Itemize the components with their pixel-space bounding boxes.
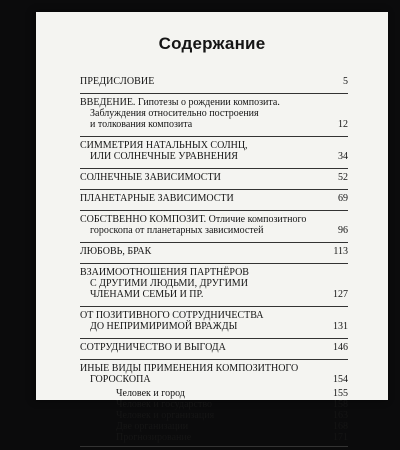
toc-entry-cooperation-benefit [80, 342, 348, 356]
toc-entry-text: ОТ ПОЗИТИВНОГО СОТРУДНИЧЕСТВА [80, 310, 264, 321]
toc-entry-text: ГОРОСКОПА [90, 374, 151, 385]
toc-entry-other-uses [80, 363, 348, 388]
toc-page-number: 171 [333, 432, 348, 443]
toc-entry-text: С ДРУГИМИ ЛЮДЬМИ, ДРУГИМИ [90, 278, 248, 289]
toc-subentry [80, 421, 348, 432]
toc-subentry-text: Две организации [116, 421, 189, 432]
toc-entry-text: гороскопа от планетарных зависимостей [90, 225, 264, 236]
toc-page-number: 163 [333, 410, 348, 421]
toc-page-number: 146 [333, 342, 348, 353]
toc-entry-preface [80, 76, 348, 90]
divider [80, 338, 348, 339]
toc-entry-symmetry [80, 140, 348, 165]
toc-subentry [80, 399, 348, 410]
toc-entry-text: ДО НЕПРИМИРИМОЙ ВРАЖДЫ [90, 321, 238, 332]
toc-entry-text: ПРЕДИСЛОВИЕ [80, 76, 155, 87]
toc-entry-text: ВЗАИМООТНОШЕНИЯ ПАРТНЁРОВ [80, 267, 249, 278]
toc-page-number: 158 [333, 399, 348, 410]
toc-page-number: 34 [338, 151, 348, 162]
toc-entry-solar-dependencies [80, 172, 348, 186]
toc-subentry-text: Человек и город [116, 388, 185, 399]
divider [80, 168, 348, 169]
toc-subentry [80, 388, 348, 399]
toc-subentry [80, 410, 348, 421]
toc-page-number: 113 [333, 246, 348, 257]
divider [80, 93, 348, 94]
toc-page-number: 127 [333, 289, 348, 300]
divider [80, 359, 348, 360]
divider [80, 263, 348, 264]
toc-page-number: 69 [338, 193, 348, 204]
divider [80, 306, 348, 307]
table-of-contents [80, 76, 348, 450]
toc-entry-text: ЛЮБОВЬ, БРАК [80, 246, 152, 257]
toc-page-number: 5 [343, 76, 348, 87]
toc-page-number: 12 [338, 119, 348, 130]
toc-subentries [80, 388, 348, 443]
toc-entry-text: СОЛНЕЧНЫЕ ЗАВИСИМОСТИ [80, 172, 221, 183]
toc-entry-text: ИНЫЕ ВИДЫ ПРИМЕНЕНИЯ КОМПОЗИТНОГО [80, 363, 299, 374]
toc-entry-text: ВВЕДЕНИЕ. Гипотезы о рождении композита. [80, 97, 280, 108]
divider [80, 446, 348, 447]
toc-entry-introduction [80, 97, 348, 133]
toc-entry-composite [80, 214, 348, 239]
toc-subentry [80, 432, 348, 443]
toc-entry-text: Заблуждения относительно построения [90, 108, 259, 119]
toc-page-number: 96 [338, 225, 348, 236]
toc-entry-love-marriage [80, 246, 348, 260]
toc-subentry-text: Человек и государство [116, 399, 213, 410]
toc-entry-text: СОБСТВЕННО КОМПОЗИТ. Отличие композитного [80, 214, 307, 225]
toc-entry-text: и толкования композита [90, 119, 193, 130]
toc-entry-text: ИЛИ СОЛНЕЧНЫЕ УРАВНЕНИЯ [90, 151, 238, 162]
toc-page-number: 154 [333, 374, 348, 385]
toc-entry-text: СИММЕТРИЯ НАТАЛЬНЫХ СОЛНЦ, [80, 140, 248, 151]
toc-entry-text: ЧЛЕНАМИ СЕМЬИ И ПР. [90, 289, 204, 300]
toc-page-number: 168 [333, 421, 348, 432]
divider [80, 136, 348, 137]
divider [80, 242, 348, 243]
book-page [36, 12, 388, 443]
toc-entry-text: ПЛАНЕТАРНЫЕ ЗАВИСИМОСТИ [80, 193, 234, 204]
divider [80, 210, 348, 211]
toc-entry-planetary-dependencies [80, 193, 348, 207]
page-title: Содержание [158, 34, 266, 53]
toc-page-number: 155 [333, 388, 348, 399]
toc-subentry-text: Прогнозирование [116, 432, 192, 443]
toc-entry-partner-relations [80, 267, 348, 303]
toc-subentry-text: Человек и организация [116, 410, 215, 421]
toc-page-number: 52 [338, 172, 348, 183]
divider [80, 189, 348, 190]
toc-page-number: 131 [333, 321, 348, 332]
toc-entry-cooperation-enmity [80, 310, 348, 335]
toc-entry-text: СОТРУДНИЧЕСТВО И ВЫГОДА [80, 342, 226, 353]
